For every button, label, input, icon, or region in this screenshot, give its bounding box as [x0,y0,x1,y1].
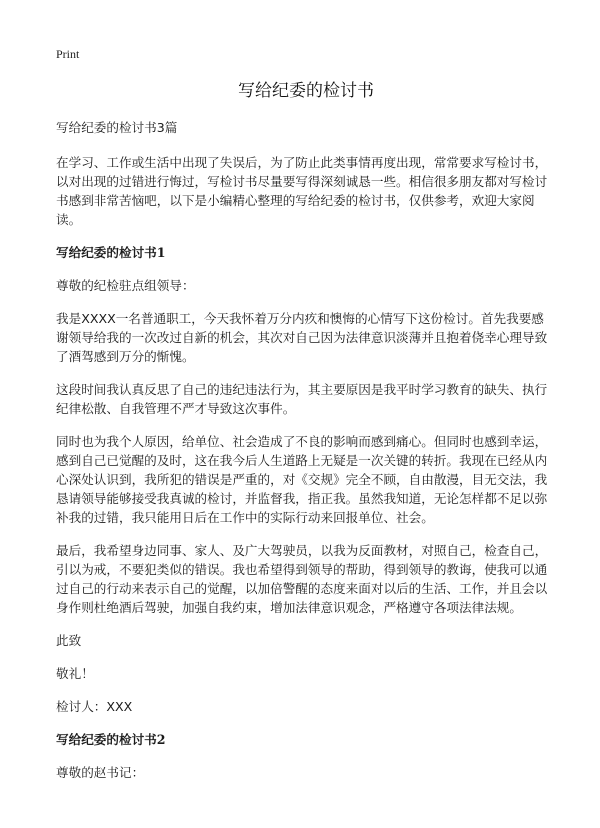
signature-line: 检讨人：XXX [56,699,133,714]
salutation-2: 尊敬的赵书记： [56,765,145,780]
intro-paragraph: 在学习、工作或生活中出现了失误后，为了防止此类事情再度出现，常常要求写检讨书，以对出现的过错进行悔过，写检讨书尽量要写得深刻诚恳一些。相信很多朋友都对写检讨书感到非常苦恼吧，以下是小编精心整理的写给纪委的检讨书，仅供参考，欢迎大家阅读。 [56,155,548,227]
salutation-1: 尊敬的纪检驻点组领导： [56,278,195,293]
body-paragraph-3: 同时也为我个人原因，给单位、社会造成了不良的影响而感到痛心。但同时也感到幸运，感到自己已觉醒的及时，这在我今后人生道路上无疑是一次关键的转折。我现在已经从内心深处认识到，我所犯的错误是严重的，对《交规》完全不顾，自由散漫，目无交法，我恳请领导能够接受我真诚的检讨，并监督我，指正我。虽然我知道，无论怎样都不足以弥补我的过错，我只能用日后在工作中的实际行动来回报单位、社会。 [56,434,548,525]
body-paragraph-4: 最后，我希望身边同事、家人、及广大驾驶员，以我为反面教材，对照自己，检查自己，引以为戒，不要犯类似的错误。我也希望得到领导的帮助，得到领导的教诲，使我可以通过自己的行动来表示自己的觉醒，以加倍警醒的态度来面对以后的生活、工作，并且会以身作则杜绝酒后驾驶，加强自我约束，增加法律意识观念，严格遵守各项法律法规。 [56,543,548,615]
page-title: 写给纪委的检讨书 [238,81,374,101]
section-heading-1: 写给纪委的检讨书1 [56,245,166,260]
document-subtitle: 写给纪委的检讨书3篇 [56,120,178,135]
print-link[interactable]: Print [56,47,80,61]
body-paragraph-1: 我是XXXX一名普通职工，今天我怀着万分内疚和懊悔的心情写下这份检讨。首先我要感谢领导给我的一次改过自新的机会，其次对自己因为法律意识淡薄并且抱着侥幸心理导致了酒驾感到万分的惭愧。 [56,311,548,364]
section-heading-2: 写给纪委的检讨书2 [56,732,166,747]
body-paragraph-2: 这段时间我认真反思了自己的违纪违法行为，其主要原因是我平时学习教育的缺失、执行纪律松散、自我管理不严才导致这次事件。 [56,382,548,416]
regards-line: 敬礼！ [56,666,94,681]
document-body [56,118,548,796]
closing-line: 此致 [56,633,82,648]
